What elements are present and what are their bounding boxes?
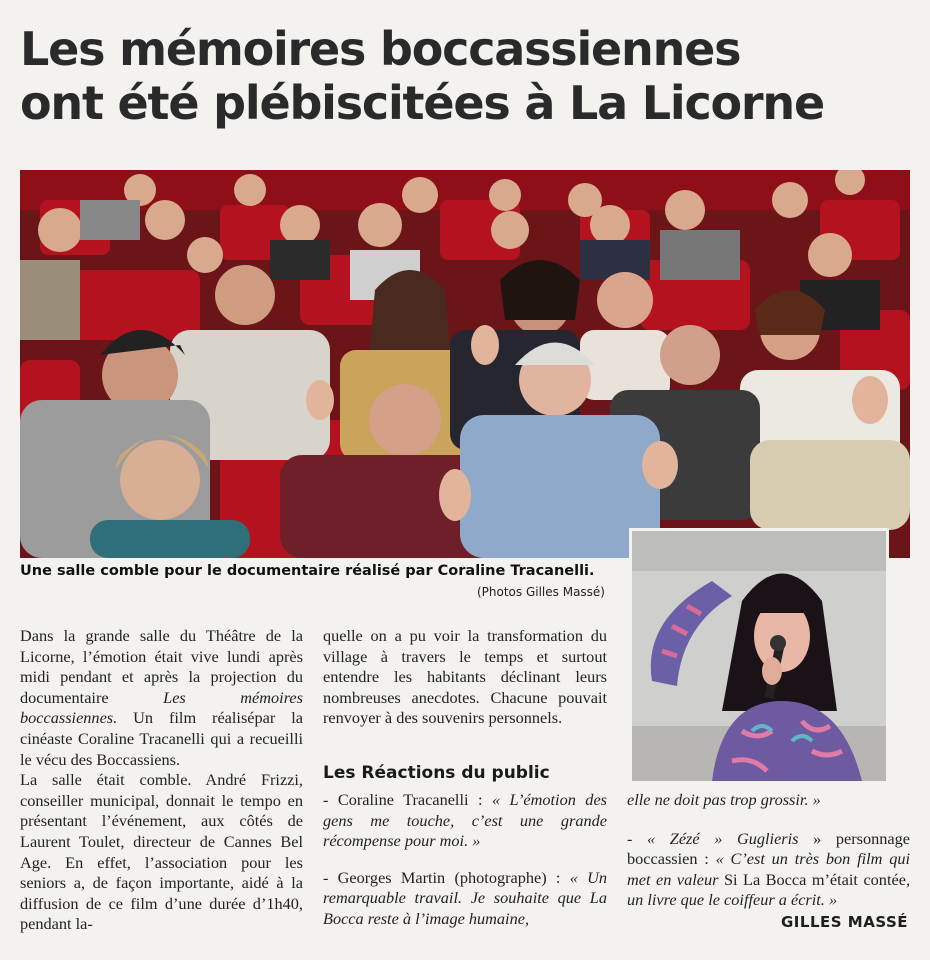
quote-1-text: « L’émotion des gens me touche, c’est une grande récompense pour moi. » [323, 790, 608, 851]
column-3 [627, 790, 910, 911]
singer-photo [632, 531, 886, 781]
column-2-quotes [323, 790, 607, 930]
quote-3-title: Si La Bocca m’était contée [718, 869, 906, 889]
column-2 [323, 626, 607, 729]
paragraph-1-text: Dans la grande salle du Théâtre de la Licorne, l’émotion était vive lundi après midi pendant et après la projection du documentaire [20, 626, 303, 707]
quote-1-speaker: - Coraline Tracanelli : [323, 790, 492, 809]
quote-3 [627, 829, 910, 911]
audience-photo-icon [20, 170, 910, 558]
quote-2-speaker: - Georges Martin (photographe) : [323, 867, 570, 887]
film-title: Les mémoires boccassiennes. [20, 687, 303, 728]
paragraph-2: La salle était comble. André Frizzi, conseiller municipal, donnait le tempo en présentant l’événement, aux côtés de Laurent Toulet, directeur de Cannes Bel Age. En effet, l’association pour les seniors a, de façon importante, aidé à la diffusion de ce film d’une durée d’1h40, pendant la- [20, 770, 303, 934]
reactions-subhead: Les Réactions du public [323, 763, 550, 783]
headline-line-2: ont été plébiscitées à La Licorne [20, 76, 824, 130]
paragraph-1 [20, 626, 303, 770]
quote-3-text-a: « C’est un très bon film qui met en valeur [627, 849, 910, 889]
headline-line-1: Les mémoires boccassiennes [20, 22, 741, 76]
quote-2-end [627, 790, 910, 811]
paragraph-3: quelle on a pu voir la transformation du village à travers le temps et surtout entendre les habitants déclinant leurs nombreuses anecdotes. Chacune pouvait renvoyer à des souvenirs personnels. [323, 626, 607, 728]
photo-caption: Une salle comble pour le documentaire réalisé par Coraline Tracanelli. [20, 563, 595, 579]
quote-2 [323, 868, 607, 930]
quote-1 [323, 790, 607, 852]
column-1 [20, 626, 303, 935]
audience-photo [20, 170, 910, 558]
headline [20, 22, 824, 130]
quote-3-speaker: - « Zézé » Guglieris [627, 828, 799, 848]
paragraph-1-text-end: Un film réalisépar la cinéaste Coraline Tracanelli qui a recueilli le vécu des Boccassiens. [20, 708, 303, 769]
author-byline: GILLES MASSÉ [781, 913, 908, 931]
quote-2-end-text: elle ne doit pas trop grossir. » [627, 790, 821, 809]
quote-3-text-b: , un livre que le coiffeur a écrit. » [627, 869, 911, 910]
singer-photo-icon [632, 531, 886, 781]
quote-2-text: « Un remarquable travail. Je souhaite que La Bocca reste à l’image humaine, [323, 867, 607, 928]
photo-credit: (Photos Gilles Massé) [476, 585, 605, 599]
quote-3-intro: » personnage boccassien : [627, 828, 910, 869]
